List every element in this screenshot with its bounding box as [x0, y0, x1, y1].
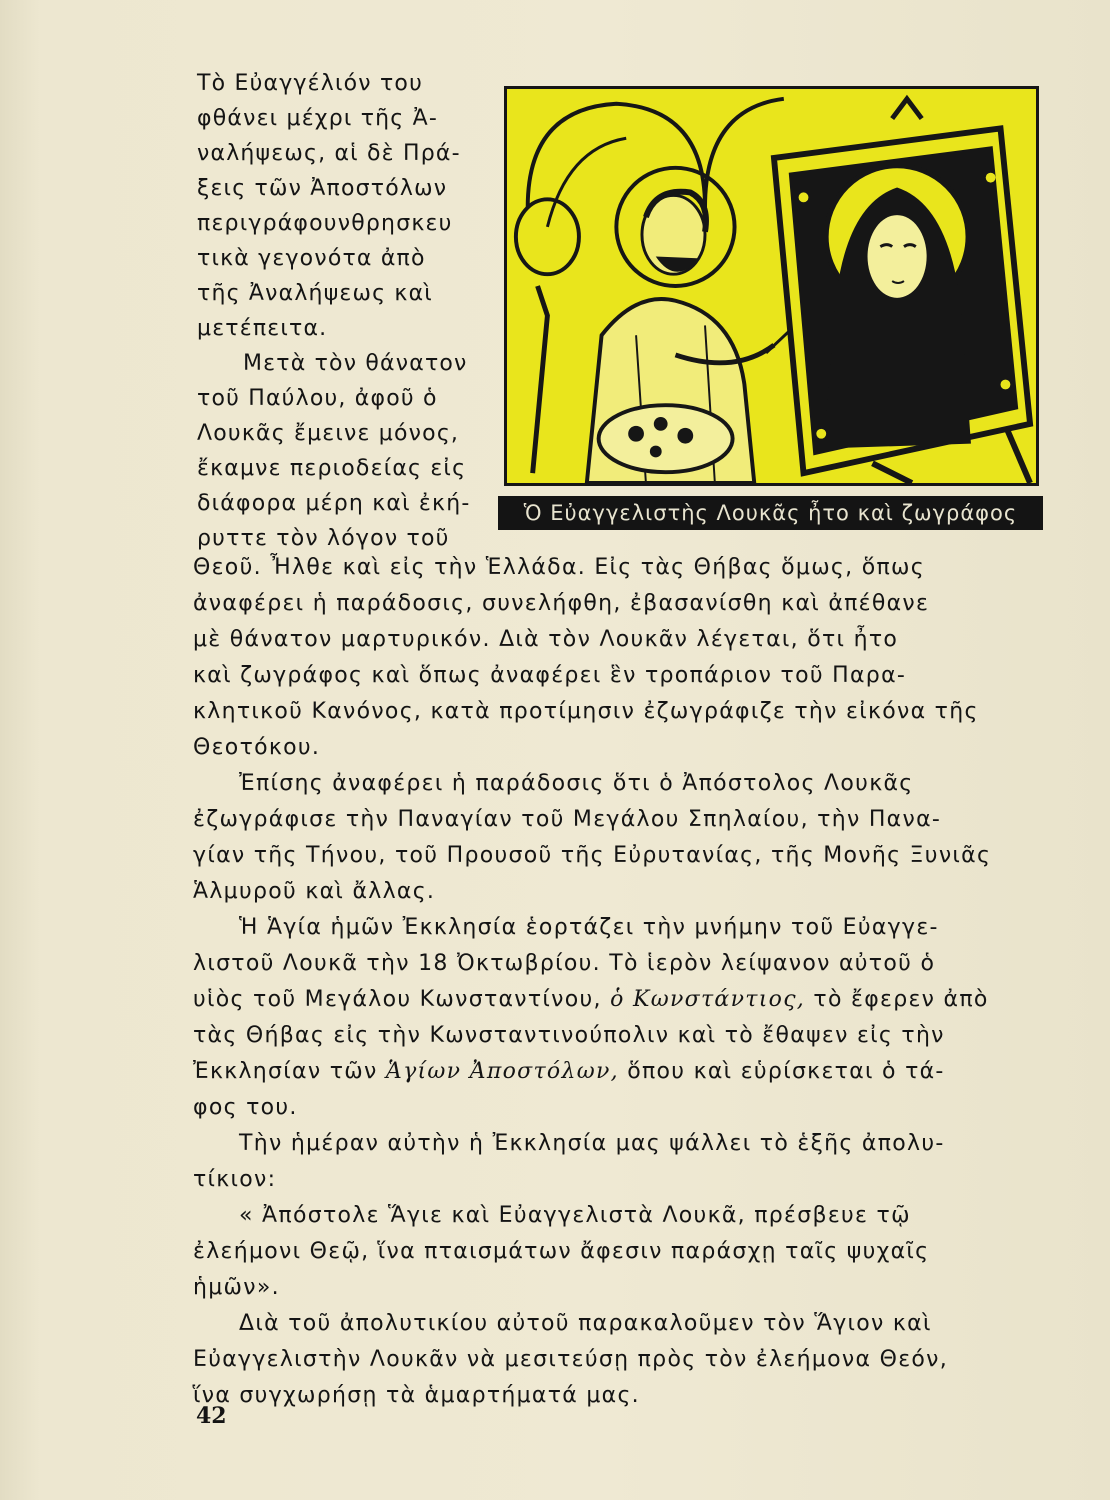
text-line: τῆς Ἀναλήψεως καὶ	[197, 281, 433, 306]
text-line: φθάνει μέχρι τῆς Ἀ-	[197, 106, 438, 131]
illustration-caption: Ὁ Εὐαγγελιστὴς Λουκᾶς ἦτο καὶ ζωγράφος	[498, 496, 1043, 530]
text-line: μετέπειτα.	[197, 316, 328, 341]
text-line: διάφορα μέρη καὶ ἐκή-	[197, 491, 471, 516]
text-line: Διὰ τοῦ ἀπολυτικίου αὐτοῦ παρακαλοῦμεν τὸν Ἅγιον καὶ	[239, 1311, 932, 1336]
text-line: λιστοῦ Λουκᾶ τὴν 18 Ὀκτωβρίου. Τὸ ἱερὸν λείψανον αὐτοῦ ὁ	[193, 951, 936, 976]
text-line: Ἐπίσης ἀναφέρει ἡ παράδοσις ὅτι ὁ Ἀπόστολος Λουκᾶς	[239, 771, 914, 796]
italic-name: ὁ Κωνστάντιος,	[610, 987, 806, 1012]
text-line: ρυττε τὸν λόγον τοῦ	[197, 526, 450, 551]
text-line: Τὴν ἡμέραν αὐτὴν ἡ Ἐκκλησία μας ψάλλει τὸ ἑξῆς ἀπολυ-	[239, 1131, 945, 1156]
text-line: υἱὸς τοῦ Μεγάλου Κωνσταντίνου,	[193, 987, 602, 1012]
text-line: « Ἀπόστολε Ἅγιε καὶ Εὐαγγελιστὰ Λουκᾶ, πρέσβευε τῷ	[239, 1203, 911, 1228]
paragraph-feast-day	[193, 910, 1035, 1126]
text-line: Θεοτόκου.	[193, 735, 321, 760]
text-line: Λουκᾶς ἔμεινε μόνος,	[197, 421, 460, 446]
text-line: περιγράφουνθρησκευ	[197, 211, 453, 236]
text-line: Τὸ Εὐαγγέλιόν του	[197, 71, 423, 96]
text-line: τοῦ Παύλου, ἀφοῦ ὁ	[197, 386, 438, 411]
text-line: ξεις τῶν Ἀποστόλων	[197, 176, 448, 201]
text-line: Εὐαγγελιστὴν Λουκᾶν νὰ μεσιτεύσῃ πρὸς τὸν ἐλεήμονα Θεόν,	[193, 1347, 949, 1372]
text-line: τίκιον:	[193, 1167, 277, 1192]
text-line: ἔκαμνε περιοδείας εἰς	[197, 456, 467, 481]
paragraph-apolytikion-intro	[193, 1126, 1035, 1198]
text-line: τὰς Θήβας εἰς τὴν Κωνσταντινούπολιν καὶ τὸ ἔθαψεν εἰς τὴν	[193, 1023, 945, 1048]
page-number: 42	[196, 1403, 227, 1429]
text-line: φος του.	[193, 1095, 298, 1120]
main-text	[193, 550, 1035, 1414]
paragraph-icons-painted	[193, 766, 1035, 910]
text-line: ἀναφέρει ἡ παράδοσις, συνελήφθη, ἐβασανίσθη καὶ ἀπέθανε	[193, 591, 930, 616]
illustration-luke-painting-icon	[504, 86, 1039, 486]
paragraph-after-paul	[197, 346, 489, 556]
text-line: γίαν τῆς Τήνου, τοῦ Προυσοῦ τῆς Εὐρυτανίας, τῆς Μονῆς Ξυνιᾶς	[193, 843, 992, 868]
italic-church-name: Ἁγίων Ἀποστόλων,	[385, 1059, 619, 1084]
text-line: Θεοῦ. Ἦλθε καὶ εἰς τὴν Ἑλλάδα. Εἰς τὰς Θήβας ὅμως, ὅπως	[193, 555, 925, 580]
text-line: τικὰ γεγονότα ἀπὸ	[197, 246, 426, 271]
text-line: Ἁλμυροῦ καὶ ἄλλας.	[193, 879, 436, 904]
text-line: ὅπου καὶ εὑρίσκεται ὁ τά-	[627, 1059, 945, 1084]
text-line: ἐλεήμονι Θεῷ, ἵνα πταισμάτων ἄφεσιν παράσχῃ ταῖς ψυχαῖς	[193, 1239, 930, 1264]
text-line: ἵνα συγχωρήσῃ τὰ ἁμαρτήματά μας.	[193, 1383, 640, 1408]
text-line: καὶ ζωγράφος καὶ ὅπως ἀναφέρει ἓν τροπάριον τοῦ Παρα-	[193, 663, 907, 688]
text-line: Ἐκκλησίαν τῶν	[193, 1059, 378, 1084]
text-line: ἐζωγράφισε τὴν Παναγίαν τοῦ Μεγάλου Σπηλαίου, τὴν Πανα-	[193, 807, 942, 832]
text-line: Ἡ Ἁγία ἡμῶν Ἐκκλησία ἑορτάζει τὴν μνήμην τοῦ Εὐαγγε-	[239, 915, 939, 940]
text-line: ναλήψεως, αἱ δὲ Πρά-	[197, 141, 461, 166]
text-line: τὸ ἔφερεν ἀπὸ	[813, 987, 989, 1012]
text-line: κλητικοῦ Κανόνος, κατὰ προτίμησιν ἐζωγράφιζε τὴν εἰκόνα τῆς	[193, 699, 979, 724]
paragraph-gospel-scope	[197, 66, 489, 346]
text-line: μὲ θάνατον μαρτυρικόν. Διὰ τὸν Λουκᾶν λέγεται, ὅτι ἦτο	[193, 627, 899, 652]
paragraph-greece-martyrdom	[193, 550, 1035, 766]
paragraph-closing-prayer	[193, 1306, 1035, 1414]
text-line: ἡμῶν».	[193, 1275, 280, 1300]
side-column-text	[197, 66, 489, 556]
text-line: Μετὰ τὸν θάνατον	[243, 351, 468, 376]
illustration-drawing	[507, 89, 1036, 483]
paragraph-apolytikion-hymn	[193, 1198, 1035, 1306]
